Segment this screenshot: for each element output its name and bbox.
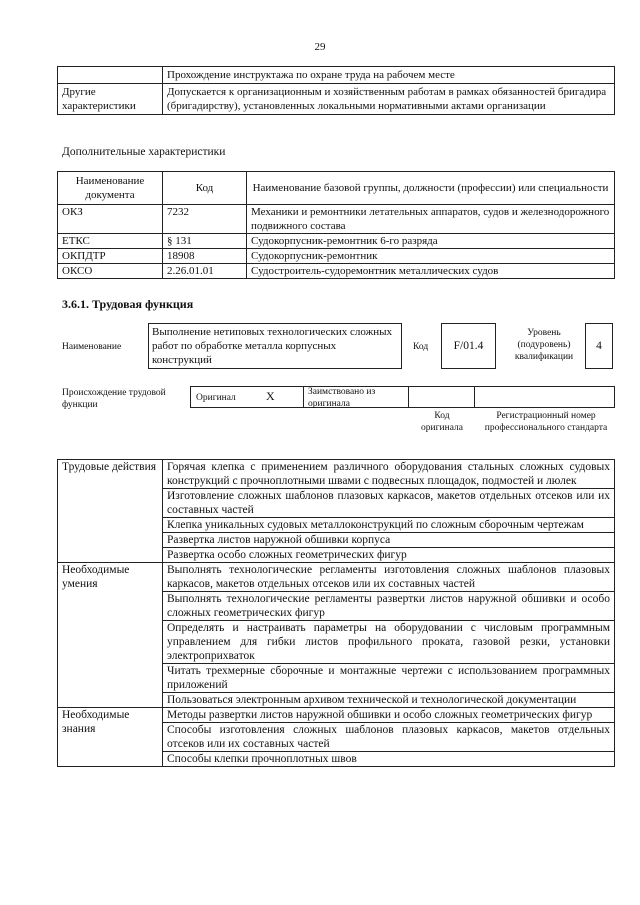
name-label: Наименование	[62, 342, 122, 352]
list-item: Методы развертки листов наружной обшивки и особо сложных геометрических фигур	[163, 708, 615, 723]
table-cell: Допускается к организационным и хозяйственным работам в рамках обязанностей бригадира (бригадирству), установленных локальными нормативными актами организации	[163, 84, 615, 115]
section-title: 3.6.1. Трудовая функция	[62, 297, 194, 311]
original-mark: X	[266, 389, 275, 403]
table-cell: ОКЗ	[58, 205, 163, 234]
origin-label: Происхождение трудовой функции	[62, 388, 166, 410]
table-row	[58, 205, 615, 234]
list-item: Горячая клепка с применением различного оборудования стальных сложных судовых конструкций с прочноплотными швами с подвесных площадок, подмостей и люлек	[163, 460, 615, 489]
main-table	[57, 459, 615, 767]
list-item: Способы изготовления сложных шаблонов плазовых каркасов, макетов отдельных отсеков или их составных частей	[163, 723, 615, 752]
table-row	[58, 234, 615, 249]
table-cell: 7232	[163, 205, 247, 234]
table-row	[58, 563, 615, 592]
list-item: Определять и настраивать параметры на оборудовании с числовым программным управлением для гибки листов профильного проката, газовой резки, установки электроприхваток	[163, 621, 615, 664]
table-cell: Судокорпусник-ремонтник 6-го разряда	[247, 234, 615, 249]
divider	[474, 386, 475, 408]
additional-title: Дополнительные характеристики	[62, 146, 226, 158]
reg-number-label: Регистрационный номер профессионального стандарта	[484, 411, 608, 433]
table-cell: § 131	[163, 234, 247, 249]
table-cell: Судостроитель-судоремонтник металлических судов	[247, 264, 615, 279]
additional-table	[57, 171, 615, 279]
list-item: Выполнять технологические регламенты развертки листов наружной обшивки и особо сложных геометрических фигур	[163, 592, 615, 621]
list-item: Читать трехмерные сборочные и монтажные чертежи с использованием программных приложений	[163, 664, 615, 693]
column-header: Наименование документа	[58, 172, 163, 205]
qualification-level: 4	[585, 323, 613, 369]
header-row	[58, 172, 615, 205]
table-row	[58, 264, 615, 279]
table-cell: ОКПДТР	[58, 249, 163, 264]
table-row	[58, 460, 615, 489]
list-item: Выполнять технологические регламенты изготовления сложных шаблонов плазовых каркасов, макетов отдельных отсеков или их составных частей	[163, 563, 615, 592]
table-cell: 2.26.01.01	[163, 264, 247, 279]
table-row	[58, 249, 615, 264]
divider	[303, 386, 304, 408]
page-number: 29	[314, 41, 326, 53]
divider	[408, 386, 409, 408]
table-cell: ОКСО	[58, 264, 163, 279]
list-item: Изготовление сложных шаблонов плазовых каркасов, макетов отдельных отсеков или их составных частей	[163, 489, 615, 518]
level-label: Уровень (подуровень) квалификации	[514, 328, 574, 362]
borrowed-label: Заимствовано из оригинала	[308, 387, 376, 409]
column-header: Код	[163, 172, 247, 205]
skills-label: Необходимые умения	[58, 563, 163, 708]
list-item: Пользоваться электронным архивом технической и технологической документации	[163, 693, 615, 708]
table-row	[58, 84, 615, 115]
original-label: Оригинал	[196, 393, 236, 403]
table-cell: ЕТКС	[58, 234, 163, 249]
table-cell: 18908	[163, 249, 247, 264]
table-row	[58, 708, 615, 723]
list-item: Развертка листов наружной обшивки корпуса	[163, 533, 615, 548]
table-cell: Прохождение инструктажа по охране труда на рабочем месте	[163, 67, 615, 84]
table-cell	[58, 67, 163, 84]
list-item: Развертка особо сложных геометрических фигур	[163, 548, 615, 563]
table-cell: Механики и ремонтники летательных аппаратов, судов и железнодорожного подвижного состава	[247, 205, 615, 234]
list-item: Способы клепки прочноплотных швов	[163, 752, 615, 767]
table-cell: Судокорпусник-ремонтник	[247, 249, 615, 264]
top-table	[57, 66, 615, 115]
function-name: Выполнение нетиповых технологических сложных работ по обработке металла корпусных конструкций	[148, 323, 402, 369]
actions-label: Трудовые действия	[58, 460, 163, 563]
code-label: Код	[413, 342, 429, 352]
list-item: Клепка уникальных судовых металлоконструкций по сложным сборочным чертежам	[163, 518, 615, 533]
row-label: Другие характеристики	[58, 84, 163, 115]
column-header: Наименование базовой группы, должности (профессии) или специальности	[247, 172, 615, 205]
function-code: F/01.4	[441, 323, 496, 369]
knowledge-label: Необходимые знания	[58, 708, 163, 767]
code-original-label: Код оригинала	[421, 411, 463, 433]
table-row	[58, 67, 615, 84]
